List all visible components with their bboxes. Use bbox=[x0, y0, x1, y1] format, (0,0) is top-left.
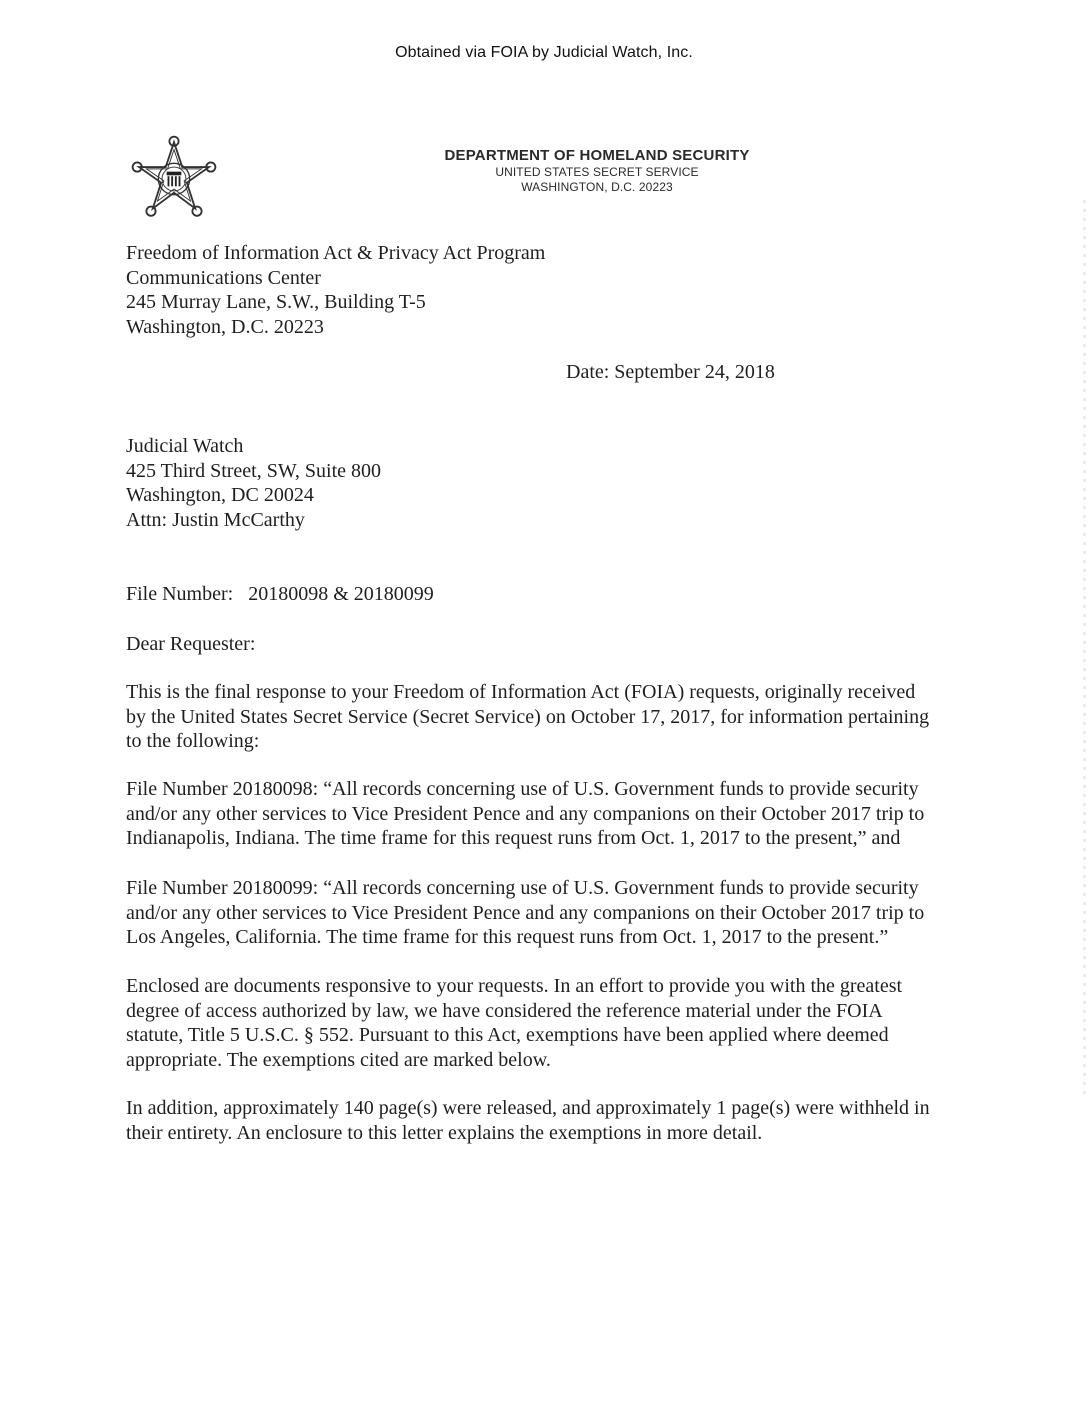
sender-line: Washington, D.C. 20223 bbox=[126, 315, 324, 338]
secret-service-star-seal-icon bbox=[128, 133, 220, 225]
paragraph-line: File Number 20180098: “All records concerning use of U.S. Government funds to provide security bbox=[126, 778, 919, 800]
salutation: Dear Requester: bbox=[126, 633, 256, 655]
agency-name: UNITED STATES SECRET SERVICE bbox=[495, 165, 699, 179]
agency-city: WASHINGTON, D.C. 20223 bbox=[521, 180, 673, 194]
body-paragraph-pages bbox=[126, 1096, 966, 1145]
letter-date: Date: September 24, 2018 bbox=[566, 361, 775, 383]
paragraph-line: Los Angeles, California. The time frame for this request runs from Oct. 1, 2017 to the present.” bbox=[126, 926, 889, 948]
sender-line: Freedom of Information Act & Privacy Act Program bbox=[126, 242, 546, 264]
file-number-label: File Number: bbox=[126, 583, 234, 605]
paragraph-line: Indianapolis, Indiana. The time frame for this request runs from Oct. 1, 2017 to the present,” and bbox=[126, 827, 901, 849]
body-paragraph-request-2 bbox=[126, 876, 966, 950]
paragraph-line: This is the final response to your Freedom of Information Act (FOIA) requests, originally received bbox=[126, 681, 916, 703]
recipient-address bbox=[126, 434, 381, 532]
foia-watermark: Obtained via FOIA by Judicial Watch, Inc. bbox=[395, 44, 693, 61]
paragraph-line: to the following: bbox=[126, 730, 260, 752]
sender-line: 245 Murray Lane, S.W., Building T-5 bbox=[126, 291, 426, 313]
paragraph-line: Enclosed are documents responsive to your requests. In an effort to provide you with the greatest bbox=[126, 975, 903, 997]
recipient-line: Washington, DC 20024 bbox=[126, 484, 314, 506]
department-name: DEPARTMENT OF HOMELAND SECURITY bbox=[444, 147, 750, 164]
recipient-line: 425 Third Street, SW, Suite 800 bbox=[126, 459, 381, 482]
file-number-value: 20180098 & 20180099 bbox=[248, 583, 434, 605]
paragraph-line: degree of access authorized by law, we have considered the reference material under the FOIA bbox=[126, 999, 883, 1022]
body-paragraph-enclosed bbox=[126, 974, 966, 1072]
paragraph-line: appropriate. The exemptions cited are marked below. bbox=[126, 1048, 551, 1071]
file-number bbox=[126, 582, 434, 607]
paragraph-line: statute, Title 5 U.S.C. § 552. Pursuant to this Act, exemptions have been applied where deemed bbox=[126, 1024, 889, 1046]
sender-address bbox=[126, 241, 545, 339]
recipient-line: Judicial Watch bbox=[126, 435, 244, 457]
body-paragraph-intro bbox=[126, 680, 966, 754]
paragraph-line: and/or any other services to Vice President Pence and any companions on their October 2017 trip to bbox=[126, 802, 925, 825]
paragraph-line: by the United States Secret Service (Secret Service) on October 17, 2017, for information pertaining bbox=[126, 705, 930, 728]
paragraph-line: their entirety. An enclosure to this letter explains the exemptions in more detail. bbox=[126, 1121, 763, 1144]
paragraph-line: File Number 20180099: “All records concerning use of U.S. Government funds to provide security bbox=[126, 877, 919, 899]
paragraph-line: and/or any other services to Vice President Pence and any companions on their October 2017 trip to bbox=[126, 901, 925, 924]
scan-edge-artifact bbox=[1083, 200, 1086, 1100]
paragraph-line: In addition, approximately 140 page(s) were released, and approximately 1 page(s) were withheld in bbox=[126, 1097, 930, 1119]
letterhead bbox=[380, 147, 814, 195]
body-paragraph-request-1 bbox=[126, 777, 966, 851]
sender-line: Communications Center bbox=[126, 266, 321, 289]
recipient-line: Attn: Justin McCarthy bbox=[126, 508, 305, 531]
